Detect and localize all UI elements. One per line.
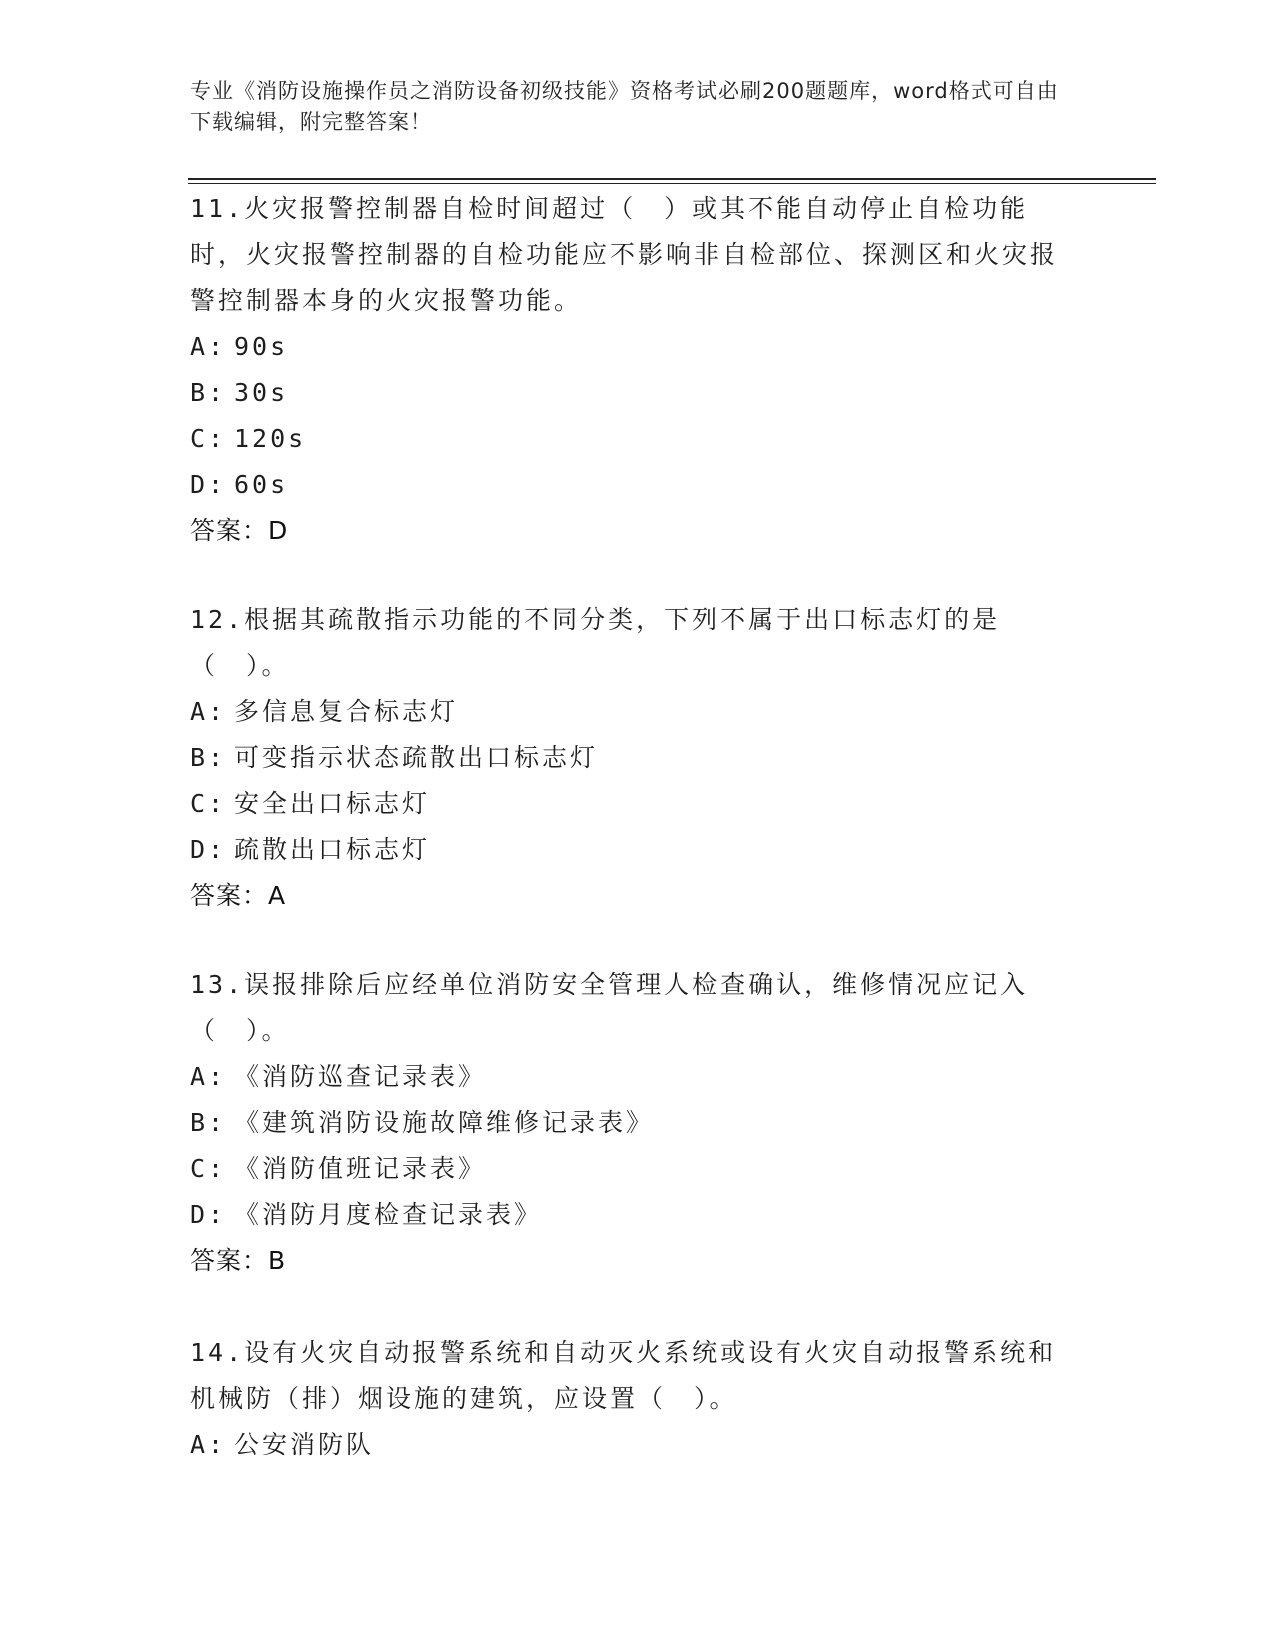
question-stem: 11.火灾报警控制器自检时间超过（ ）或其不能自动停止自检功能时，火灾报警控制器的自检功能应不影响非自检部位、探测区和火灾报警控制器本身的火灾报警功能。 (190, 194, 1059, 315)
option-d: D: 疏散出口标志灯 (190, 835, 431, 864)
answer: 答案：D (190, 516, 289, 545)
option-b: B: 30s (190, 378, 289, 407)
question-13 (190, 962, 1090, 1284)
option-a: A: 多信息复合标志灯 (190, 697, 459, 726)
option-c: C: 120s (190, 424, 307, 453)
option-a: A: 90s (190, 332, 289, 361)
answer: 答案：B (190, 1246, 287, 1275)
option-b: B: 《建筑消防设施故障维修记录表》 (190, 1108, 655, 1137)
option-d: D: 《消防月度检查记录表》 (190, 1200, 543, 1229)
question-11 (190, 186, 1090, 554)
option-b: B: 可变指示状态疏散出口标志灯 (190, 743, 599, 772)
question-stem: 14.设有火灾自动报警系统和自动灭火系统或设有火灾自动报警系统和机械防（排）烟设施的建筑，应设置（ ）。 (190, 1338, 1057, 1413)
header-divider (188, 178, 1156, 180)
option-d: D: 60s (190, 470, 289, 499)
answer: 答案：A (190, 881, 287, 910)
document-intro: 专业《消防设施操作员之消防设备初级技能》资格考试必刷200题题库，word格式可自由下载编辑，附完整答案！ (190, 79, 1059, 134)
question-12 (190, 597, 1090, 919)
question-stem: 12.根据其疏散指示功能的不同分类，下列不属于出口标志灯的是（ ）。 (190, 605, 1001, 680)
question-14 (190, 1330, 1090, 1468)
option-c: C: 安全出口标志灯 (190, 789, 431, 818)
option-a: A: 公安消防队 (190, 1430, 375, 1459)
header-divider-thin (188, 183, 1156, 184)
question-stem: 13.误报排除后应经单位消防安全管理人检查确认，维修情况应记入（ ）。 (190, 970, 1029, 1045)
option-a: A: 《消防巡查记录表》 (190, 1062, 487, 1091)
option-c: C: 《消防值班记录表》 (190, 1154, 487, 1183)
